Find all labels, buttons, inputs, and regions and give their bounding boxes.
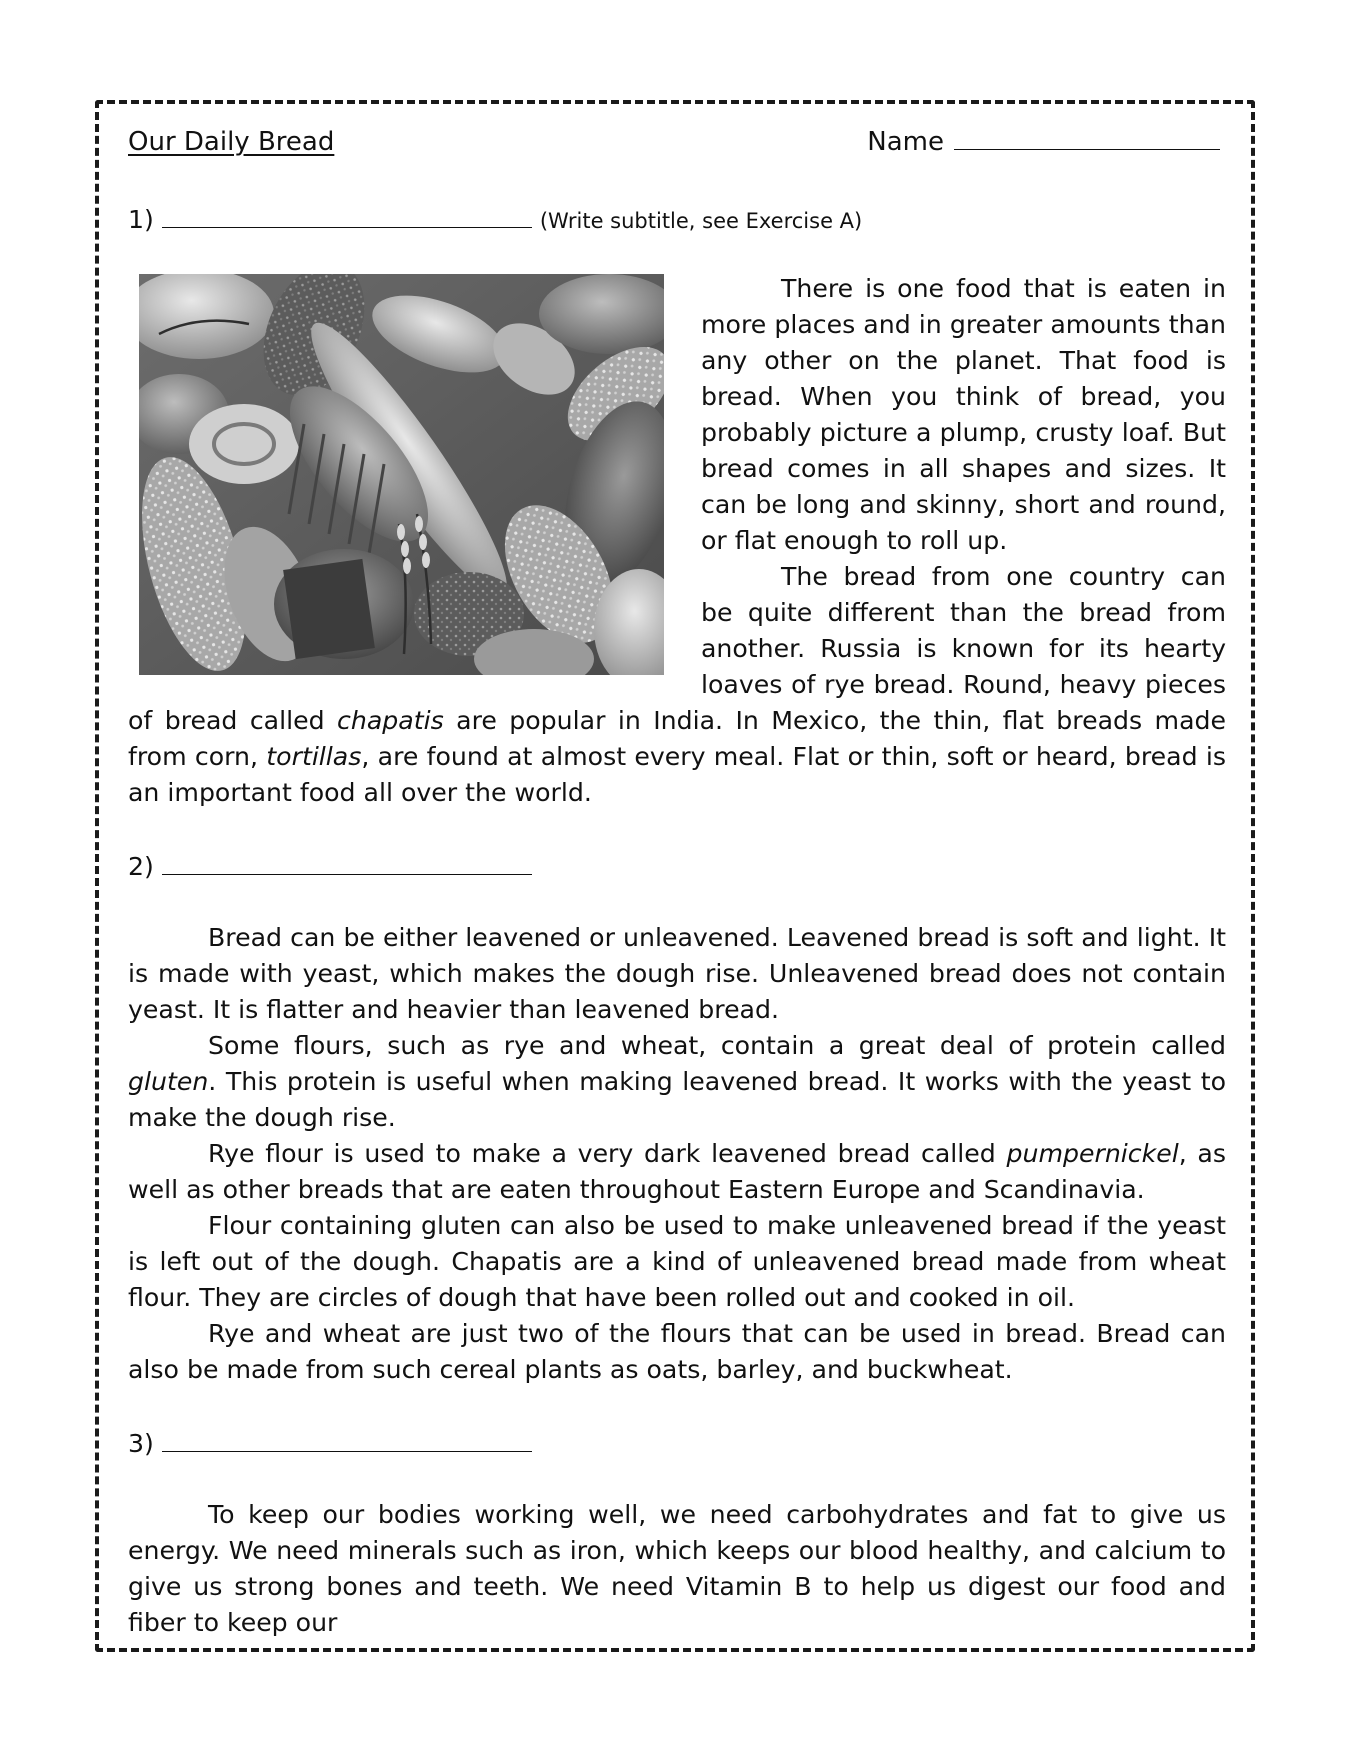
section-1-paragraph-2-part-c: , are found at almost every meal. Flat or thin, soft or heard, bread is an important food all over the world. <box>128 742 1226 807</box>
subtitle-blank-2[interactable] <box>162 854 532 875</box>
header-row <box>128 124 1226 172</box>
section-1-paragraph-2-part-a: The bread from one country can be quite different than the bread from another. Russia is known for its hearty loaves of rye bread. Round, heavy pieces of bread called <box>128 562 1226 735</box>
section-2-paragraph-2-part-a: Some flours, such as rye and wheat, contain a great deal of protein called <box>208 1031 1226 1060</box>
subtitle-question-3 <box>128 1426 1226 1462</box>
term-tortillas: tortillas <box>266 742 362 771</box>
section-2-paragraph-5: Rye and wheat are just two of the flours that can be used in bread. Bread can also be made from such cereal plants as oats, barley, and buckwheat. <box>128 1319 1226 1384</box>
question-number-2: 2) <box>128 852 154 881</box>
section-2-paragraph-2-part-b: . This protein is useful when making leavened bread. It works with the yeast to make the dough rise. <box>128 1067 1226 1132</box>
page-title: Our Daily Bread <box>128 127 335 157</box>
subtitle-blank-1[interactable] <box>162 207 532 228</box>
term-gluten: gluten <box>128 1067 209 1096</box>
section-2-paragraph-3-part-b: , as well as other breads that are eaten throughout Eastern Europe and Scandinavia. <box>128 1139 1226 1204</box>
section-3 <box>128 1497 1226 1641</box>
section-2 <box>128 920 1226 1388</box>
question-number-1: 1) <box>128 205 154 234</box>
subtitle-question-1 <box>128 202 1226 238</box>
name-field <box>867 124 1220 160</box>
worksheet-content <box>128 124 1226 1641</box>
section-2-paragraph-1: Bread can be either leavened or unleavened. Leavened bread is soft and light. It is made with yeast, which makes the dough rise. Unleavened bread does not contain yeast. It is flatter and heavier than leavened bread. <box>128 923 1226 1024</box>
bread-photo-grayscale-icon <box>139 274 664 675</box>
bread-photo <box>139 274 664 675</box>
section-2-paragraph-2 <box>128 1028 1226 1136</box>
section-3-paragraph-1: To keep our bodies working well, we need carbohydrates and fat to give us energy. We need minerals such as iron, which keeps our blood healthy, and calcium to give us strong bones and teeth. We need Vitamin B to help us digest our food and fiber to keep our <box>128 1500 1226 1637</box>
subtitle-blank-3[interactable] <box>162 1431 532 1452</box>
section-1-paragraph-2-part-b: are popular in India. In Mexico, the thin, flat breads made from corn, <box>128 706 1226 771</box>
subtitle-hint: (Write subtitle, see Exercise A) <box>539 209 863 233</box>
term-pumpernickel: pumpernickel <box>1006 1139 1179 1168</box>
section-2-paragraph-3-part-a: Rye flour is used to make a very dark leavened bread called <box>208 1139 1007 1168</box>
section-1 <box>128 271 1226 811</box>
section-2-paragraph-3 <box>128 1136 1226 1208</box>
question-number-3: 3) <box>128 1429 154 1458</box>
name-label: Name <box>867 127 944 157</box>
section-1-paragraph-1: There is one food that is eaten in more places and in greater amounts than any other on the planet. That food is bread. When you think of bread, you probably picture a plump, crusty loaf. But bread comes in all shapes and sizes. It can be long and skinny, short and round, or flat enough to roll up. <box>701 274 1226 555</box>
section-2-paragraph-4: Flour containing gluten can also be used to make unleavened bread if the yeast is left out of the dough. Chapatis are a kind of unleavened bread made from wheat flour. They are circles of dough that have been rolled out and cooked in oil. <box>128 1211 1226 1312</box>
term-chapatis: chapatis <box>337 706 444 735</box>
subtitle-question-2 <box>128 849 1226 885</box>
name-blank-line[interactable] <box>954 127 1220 150</box>
